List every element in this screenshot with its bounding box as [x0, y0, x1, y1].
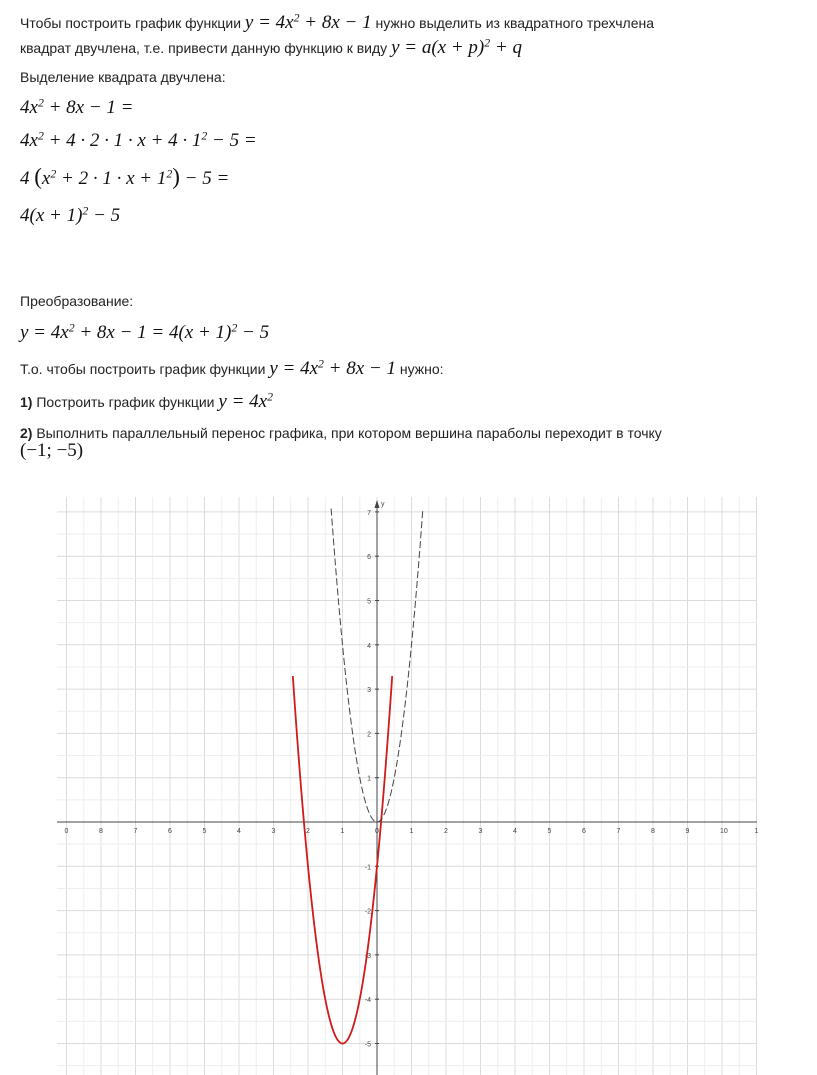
step-1-number: 1): [20, 394, 33, 410]
x-tick-label: 0: [375, 828, 379, 835]
y-tick-label: 7: [367, 509, 371, 517]
y-tick-label: 2: [367, 731, 371, 739]
base-function-formula: $y = 4x^2$: [218, 390, 273, 412]
x-tick-label: 3: [271, 828, 276, 835]
vertex-point: (−1; −5): [20, 440, 84, 461]
y-tick-label: -1: [364, 864, 371, 872]
x-tick-label: 0: [64, 828, 69, 835]
section-title-square: Выделение квадрата двучлена:: [20, 69, 226, 85]
step-2-number: 2): [20, 425, 33, 441]
derivation-step-4: $4(x + 1)^2 - 5$: [20, 204, 121, 226]
function-formula: $y = 4x^2 + 8x - 1$: [244, 11, 372, 33]
x-tick-label: 7: [133, 828, 138, 835]
derivation-step-2: $4x^2 + 4 \cdot 2 \cdot 1 \cdot x + 4 \cdot 1^2 - 5$ =: [20, 129, 257, 151]
intro-line-2: [20, 37, 522, 59]
step-2: [20, 425, 662, 441]
y-tick-label: 4: [367, 642, 371, 650]
summary-text-b: нужно:: [399, 361, 444, 377]
intro-line-1: [20, 12, 654, 34]
x-tick-label: 4: [513, 828, 517, 835]
x-tick-label: 8: [99, 828, 103, 835]
x-tick-label: 8: [651, 828, 655, 835]
y-tick-label: -5: [364, 1041, 371, 1049]
section-title-transform: Преобразование:: [20, 293, 134, 309]
intro-text-c: квадрат двучлена, т.е. привести данную функцию к виду: [20, 40, 388, 56]
y-tick-label: 5: [367, 598, 371, 606]
x-tick-label: 2: [306, 828, 310, 835]
derivation-step-3: 4 $(x^2 + 2 \cdot 1 \cdot x + 1^2) - 5$ =: [20, 164, 230, 189]
x-tick-label: 1: [340, 828, 345, 835]
derivation-step-1: $4x^2 + 8x - 1$ =: [20, 96, 134, 118]
summary-text-a: Т.о. чтобы построить график функции: [20, 361, 266, 377]
x-tick-label: 7: [616, 828, 621, 835]
y-tick-label: -4: [364, 997, 371, 1005]
x-tick-label: 5: [202, 828, 207, 835]
y-tick-label: 1: [367, 775, 371, 783]
x-tick-label: 9: [685, 828, 690, 835]
transform-formula: $y = 4x^2 + 8x - 1 = 4(x + 1)^2 - 5$: [20, 321, 270, 343]
x-tick-label: 1: [409, 828, 414, 835]
x-tick-label: 10: [720, 828, 728, 835]
y-axis-arrow: [375, 500, 380, 508]
x-tick-label: 3: [478, 828, 483, 835]
summary-formula: $y = 4x^2 + 8x - 1$: [269, 357, 396, 379]
y-tick-label: -3: [364, 952, 371, 960]
function-graph: [57, 497, 757, 1075]
x-tick-label: 4: [237, 828, 241, 835]
y-axis-label: y: [381, 501, 385, 508]
x-tick-label: 6: [582, 828, 586, 835]
y-tick-label: 3: [367, 687, 371, 695]
x-tick-label: 5: [547, 828, 552, 835]
x-tick-label: 1: [754, 828, 759, 835]
target-form-formula: $y = a(x + p)^2 + q$: [391, 36, 522, 58]
x-tick-label: 6: [168, 828, 172, 835]
summary-line: [20, 358, 444, 380]
y-tick-label: -2: [364, 908, 371, 916]
step-1: [20, 391, 273, 413]
intro-text-b: нужно выделить из квадратного трехчлена: [375, 15, 654, 31]
step-1-text: Построить график функции: [36, 394, 215, 410]
x-tick-label: 2: [444, 828, 448, 835]
step-2-text: Выполнить параллельный перенос графика, при котором вершина параболы переходит в точку: [36, 425, 662, 441]
y-tick-label: 6: [367, 554, 371, 562]
intro-text-a: Чтобы построить график функции: [20, 15, 242, 31]
